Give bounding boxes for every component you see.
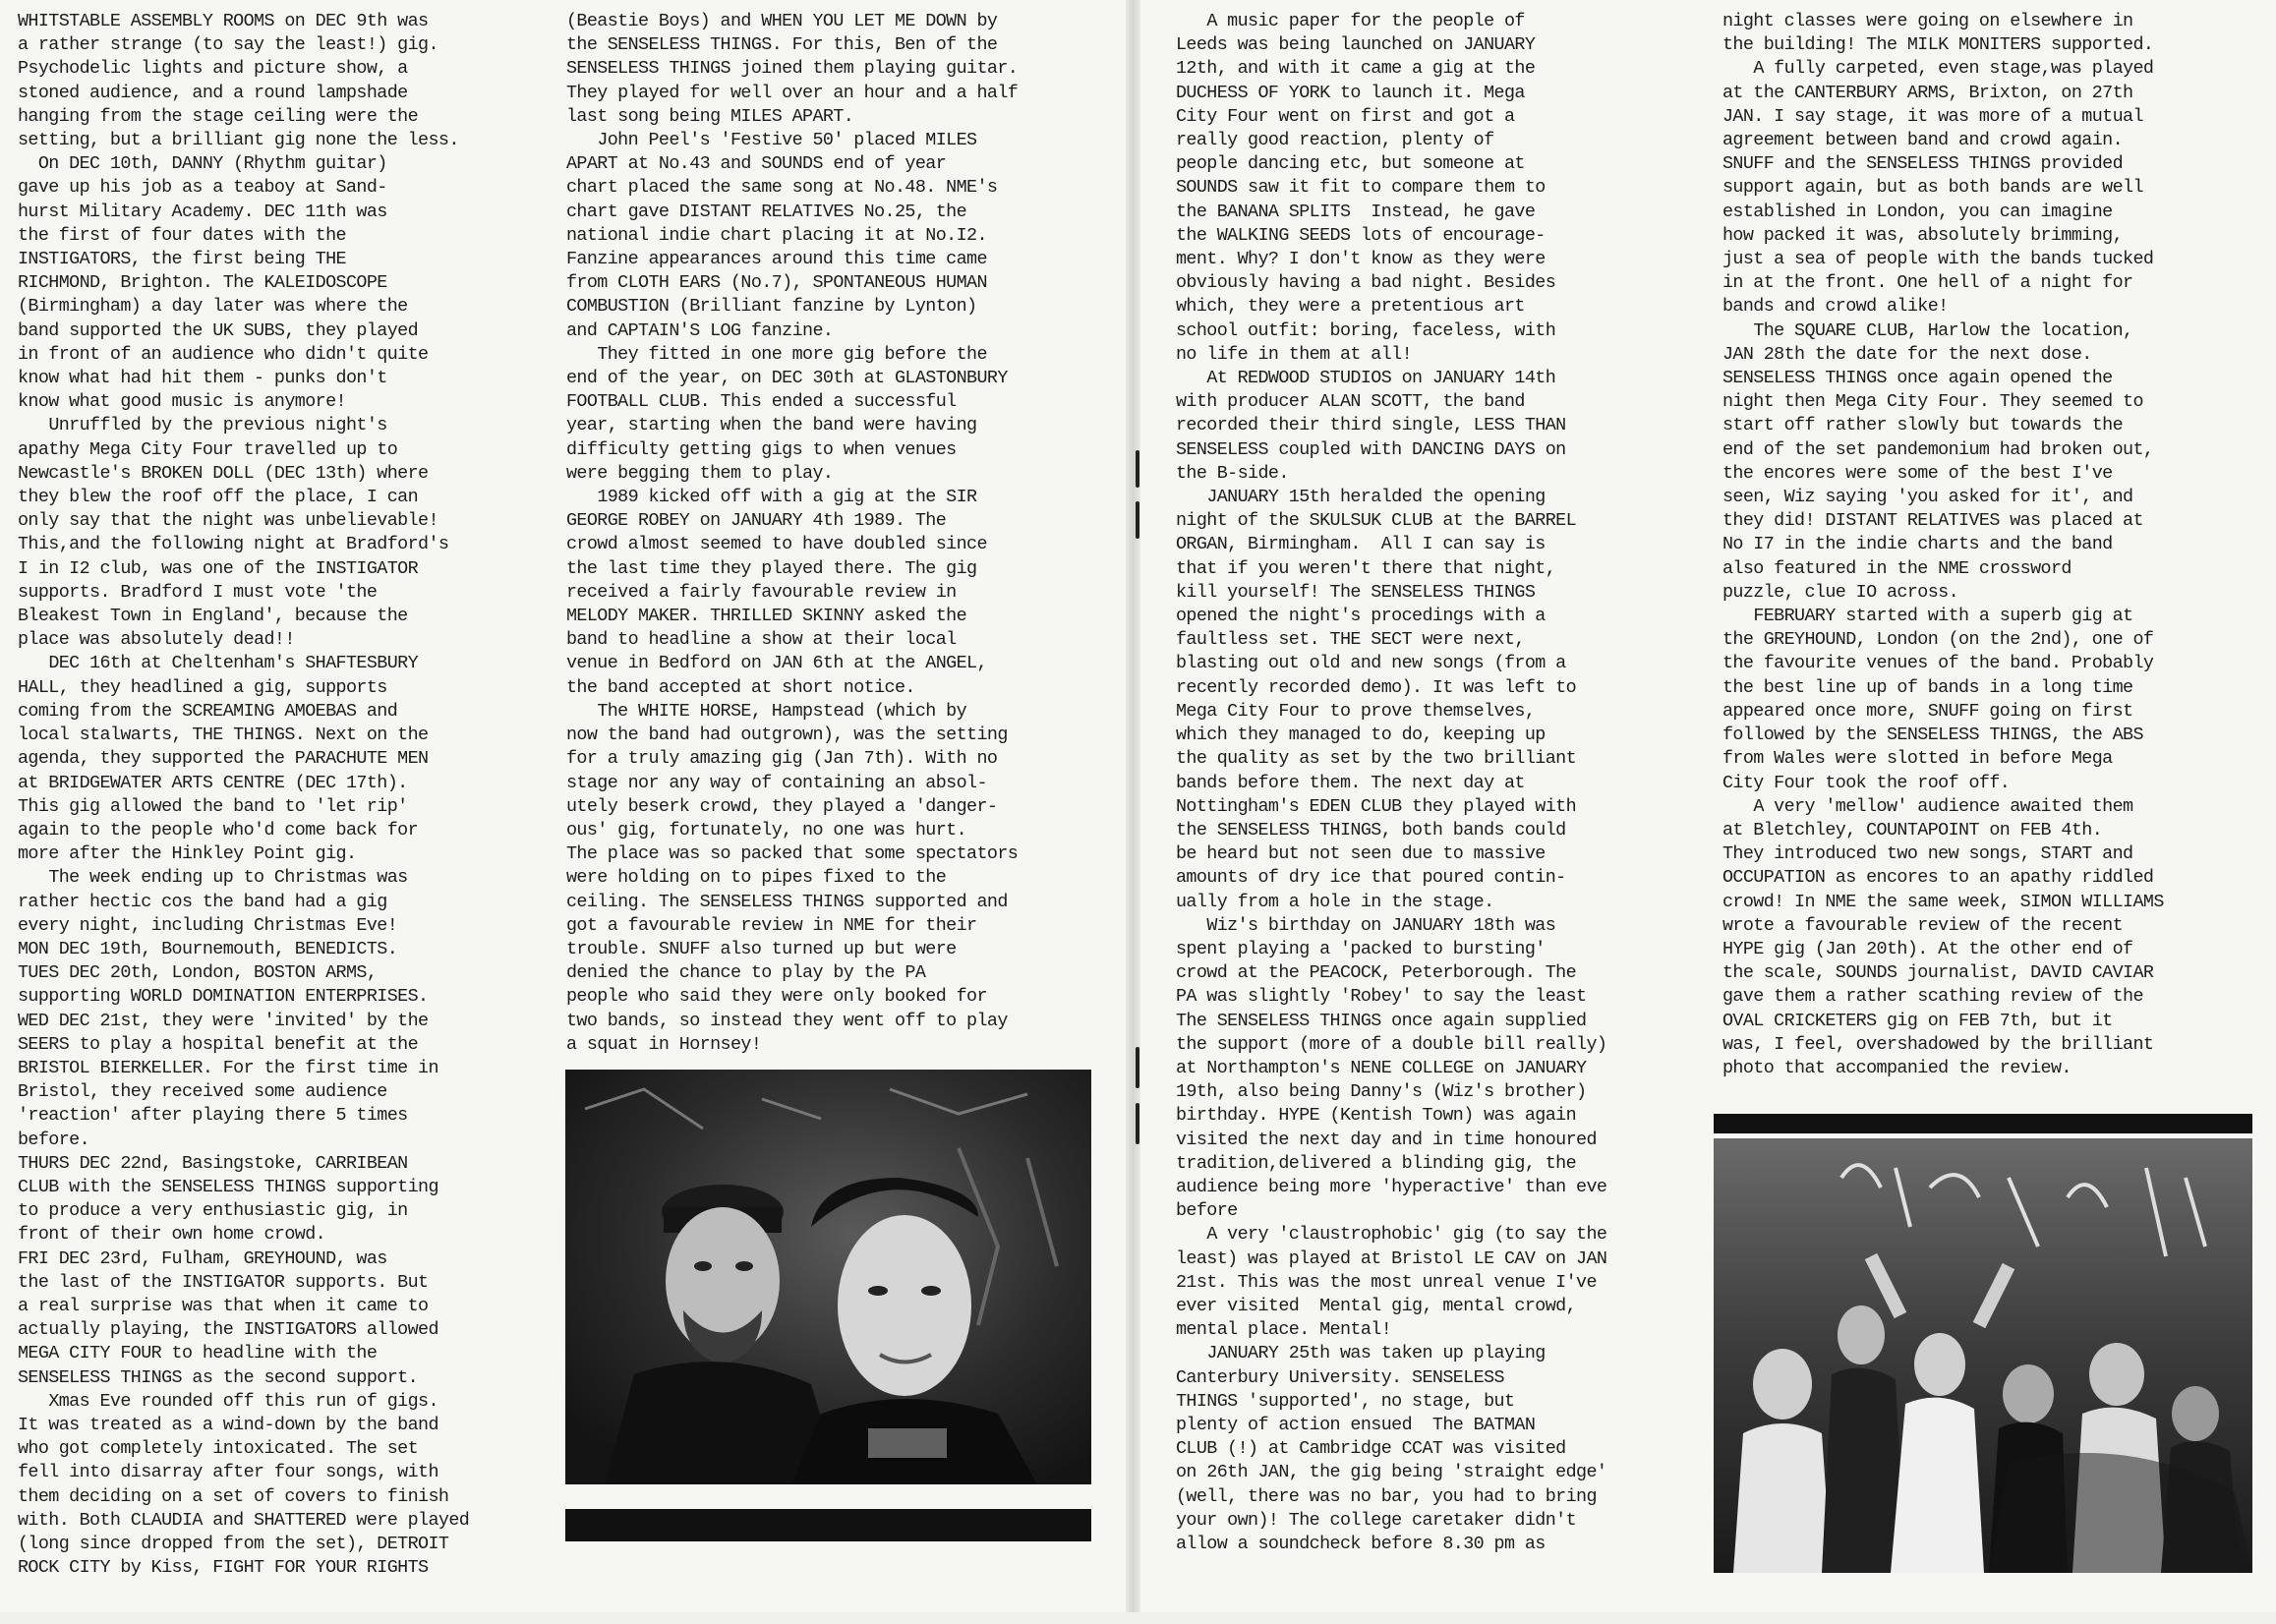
article-column-1: WHITSTABLE ASSEMBLY ROOMS on DEC 9th was a rather strange (to say the least!) gig. Psychodelic lights and picture show, a stoned audience, and a round lampshade hanging from the stage ceiling were the setting, but a brilliant gig none the less. On DEC 10th, DANNY (Rhythm guitar) gave up his job as a teaboy at Sand- hurst Military Academy. DEC 11th was the first of four dates with the INSTIGATORS, the first being THE RICHMOND, Brighton. The KALEIDOSCOPE (Birmingham) a day later was where the band supported the UK SUBS, they played in front of an audience who didn't quite know what had hit them - punks don't know what good music is anymore! Unruffled by the previous night's apathy Mega City Four travelled up to Newcastle's BROKEN DOLL (DEC 13th) where they blew the roof off the place, I can only say that the night was unbelievable! This,and the following night at Bradford's I in I2 club, was one of the INSTIGATOR supports. Bradford I must vote 'the Bleakest Town in England', because the place was absolutely dead!! DEC 16th at Cheltenham's SHAFTESBURY HALL, they headlined a gig, supports coming from the SCREAMING AMOEBAS and local stalwarts, THE THINGS. Next on the agenda, they supported the PARACHUTE MEN at BRIDGEWATER ARTS CENTRE (DEC 17th). This gig allowed the band to 'let rip' again to the people who'd come back for more after the Hinkley Point gig. The week ending up to Christmas was rather hectic cos the band had a gig every night, including Christmas Eve! MON DEC 19th, Bournemouth, BENEDICTS. TUES DEC 20th, London, BOSTON ARMS, supporting WORLD DOMINATION ENTERPRISES. WED DEC 21st, they were 'invited' by the SEERS to play a hospital benefit at the BRISTOL BIERKELLER. For the first time in Bristol, they received some audience 'reaction' after playing there 5 times before. THURS DEC 22nd, Basingstoke, CARRIBEAN CLUB with the SENSELESS THINGS supporting to produce a very enthusiastic gig, in front of their own home crowd. FRI DEC 23rd, Fulham, GREYHOUND, was the last of the INSTIGATOR supports. But a real surprise was that when it came to actually playing, the INSTIGATORS allowed MEGA CITY FOUR to headline with the SENSELESS THINGS as the second support. Xmas Eve rounded off this run of gigs. It was treated as a wind-down by the band who got completely intoxicated. The set fell into disarray after four songs, with them deciding on a set of covers to finish with. Both CLAUDIA and SHATTERED were played (long since dropped from the set), DETROIT ROCK CITY by Kiss, FIGHT FOR YOUR RIGHTS — [18, 11, 470, 1579]
binding-mark — [1136, 450, 1139, 488]
binding-mark — [1136, 501, 1139, 539]
right-page — [1140, 0, 2276, 1624]
left-page — [0, 0, 1126, 1624]
crowd-gig-photo-image — [1714, 1138, 2252, 1573]
article-column-2: (Beastie Boys) and WHEN YOU LET ME DOWN by the SENSELESS THINGS. For this, Ben of the SENSELESS THINGS joined them playing guitar. They played for well over an hour and a half last song being MILES APART. John Peel's 'Festive 50' placed MILES APART at No.43 and SOUNDS end of year chart placed the same song at No.48. NME's chart gave DISTANT RELATIVES No.25, the national indie chart placing it at No.I2. Fanzine appearances around this time came from CLOTH EARS (No.7), SPONTANEOUS HUMAN COMBUSTION (Brilliant fanzine by Lynton) and CAPTAIN'S LOG fanzine. They fitted in one more gig before the end of the year, on DEC 30th at GLASTONBURY FOOTBALL CLUB. This ended a successful year, starting when the band were having difficulty getting gigs to when venues were begging them to play. 1989 kicked off with a gig at the SIR GEORGE ROBEY on JANUARY 4th 1989. The crowd almost seemed to have doubled since the last time they played there. The gig received a fairly favourable review in MELODY MAKER. THRILLED SKINNY asked the band to headline a show at their local venue in Bedford on JAN 6th at the ANGEL, the band accepted at short notice. The WHITE HORSE, Hampstead (which by now the band had outgrown), was the setting for a truly amazing gig (Jan 7th). With no stage nor any way of containing an absol- utely beserk crowd, they played a 'danger- ous' gig, fortunately, no one was hurt. The place was so packed that some spectators were holding on to pipes fixed to the ceiling. The SENSELESS THINGS supported and got a favourable review in NME for their trouble. SNUFF also turned up but were denied the chance to play by the PA people who said they were only booked for two bands, so instead they went off to play a squat in Hornsey! — [566, 11, 1019, 1055]
scan-edge — [0, 1612, 2276, 1624]
binding-mark — [1136, 1047, 1139, 1088]
binding-mark — [1136, 1103, 1139, 1144]
page-gutter — [1126, 0, 1140, 1624]
article-column-3: A music paper for the people of Leeds was being launched on JANUARY 12th, and with it came a gig at the DUCHESS OF YORK to launch it. Mega City Four went on first and got a really good reaction, plenty of people dancing etc, but someone at SOUNDS saw it fit to compare them to the BANANA SPLITS Instead, he gave the WALKING SEEDS lots of encourage- ment. Why? I don't know as they were obviously having a bad night. Besides which, they were a pretentious art school outfit: boring, faceless, with no life in them at all! At REDWOOD STUDIOS on JANUARY 14th with producer ALAN SCOTT, the band recorded their third single, LESS THAN SENSELESS coupled with DANCING DAYS on the B-side. JANUARY 15th heralded the opening night of the SKULSUK CLUB at the BARREL ORGAN, Birmingham. All I can say is that if you weren't there that night, kill yourself! The SENSELESS THINGS opened the night's procedings with a faultless set. THE SECT were next, blasting out old and new songs (from a recently recorded demo). It was left to Mega City Four to prove themselves, which they managed to do, keeping up the quality as set by the two brilliant bands before them. The next day at Nottingham's EDEN CLUB they played with the SENSELESS THINGS, both bands could be heard but not seen due to massive amounts of dry ice that poured contin- ually from a hole in the stage. Wiz's birthday on JANUARY 18th was spent playing a 'packed to bursting' crowd at the PEACOCK, Peterborough. The PA was slightly 'Robey' to say the least The SENSELESS THINGS once again supplied the support (more of a double bill really) at Northampton's NENE COLLEGE on JANUARY 19th, also being Danny's (Wiz's brother) birthday. HYPE (Kentish Town) was again visited the next day and in time honoured tradition,delivered a blinding gig, the audience being more 'hyperactive' than eve before A very 'claustrophobic' gig (to say the least) was played at Bristol LE CAV on JAN 21st. This was the most unreal venue I've ever visited Mental gig, mental crowd, mental place. Mental! JANUARY 25th was taken up playing Canterbury University. SENSELESS THINGS 'supported', no stage, but plenty of action ensued The BATMAN CLUB (!) at Cambridge CCAT was visited on 26th JAN, the gig being 'straight edge' (well, there was no bar, you had to bring your own)! The college caretaker didn't allow a soundcheck before 8.30 pm as — [1176, 11, 1607, 1554]
photo-header-bar — [1714, 1114, 2252, 1133]
crowd-gig-photo — [1714, 1138, 2252, 1573]
band-members-photo — [565, 1070, 1091, 1484]
band-members-photo-image — [565, 1070, 1091, 1484]
article-column-4: night classes were going on elsewhere in the building! The MILK MONITERS supported. A fully carpeted, even stage,was played at the CANTERBURY ARMS, Brixton, on 27th JAN. I say stage, it was more of a mutual agreement between band and crowd again. SNUFF and the SENSELESS THINGS provided support again, but as both bands are well established in London, you can imagine how packed it was, absolutely brimming, just a sea of people with the bands tucked in at the front. One hell of a night for bands and crowd alike! The SQUARE CLUB, Harlow the location, JAN 28th the date for the next dose. SENSELESS THINGS once again opened the night then Mega City Four. They seemed to start off rather slowly but towards the end of the set pandemonium had broken out, the encores were some of the best I've seen, Wiz saying 'you asked for it', and they did! DISTANT RELATIVES was placed at No I7 in the indie charts and the band also featured in the NME crossword puzzle, clue IO across. FEBRUARY started with a superb gig at the GREYHOUND, London (on the 2nd), one of the favourite venues of the band. Probably the best line up of bands in a long time appeared once more, SNUFF going on first followed by the SENSELESS THINGS, the ABS from Wales were slotted in before Mega City Four took the roof off. A very 'mellow' audience awaited them at Bletchley, COUNTAPOINT on FEB 4th. They introduced two new songs, START and OCCUPATION as encores to an apathy riddled crowd! In NME the same week, SIMON WILLIAMS wrote a favourable review of the recent HYPE gig (Jan 20th). At the other end of the scale, SOUNDS journalist, DAVID CAVIAR gave them a rather scathing review of the OVAL CRICKETERS gig on FEB 7th, but it was, I feel, overshadowed by the brilliant photo that accompanied the review. — [1722, 11, 2164, 1078]
caption-bar — [565, 1509, 1091, 1541]
